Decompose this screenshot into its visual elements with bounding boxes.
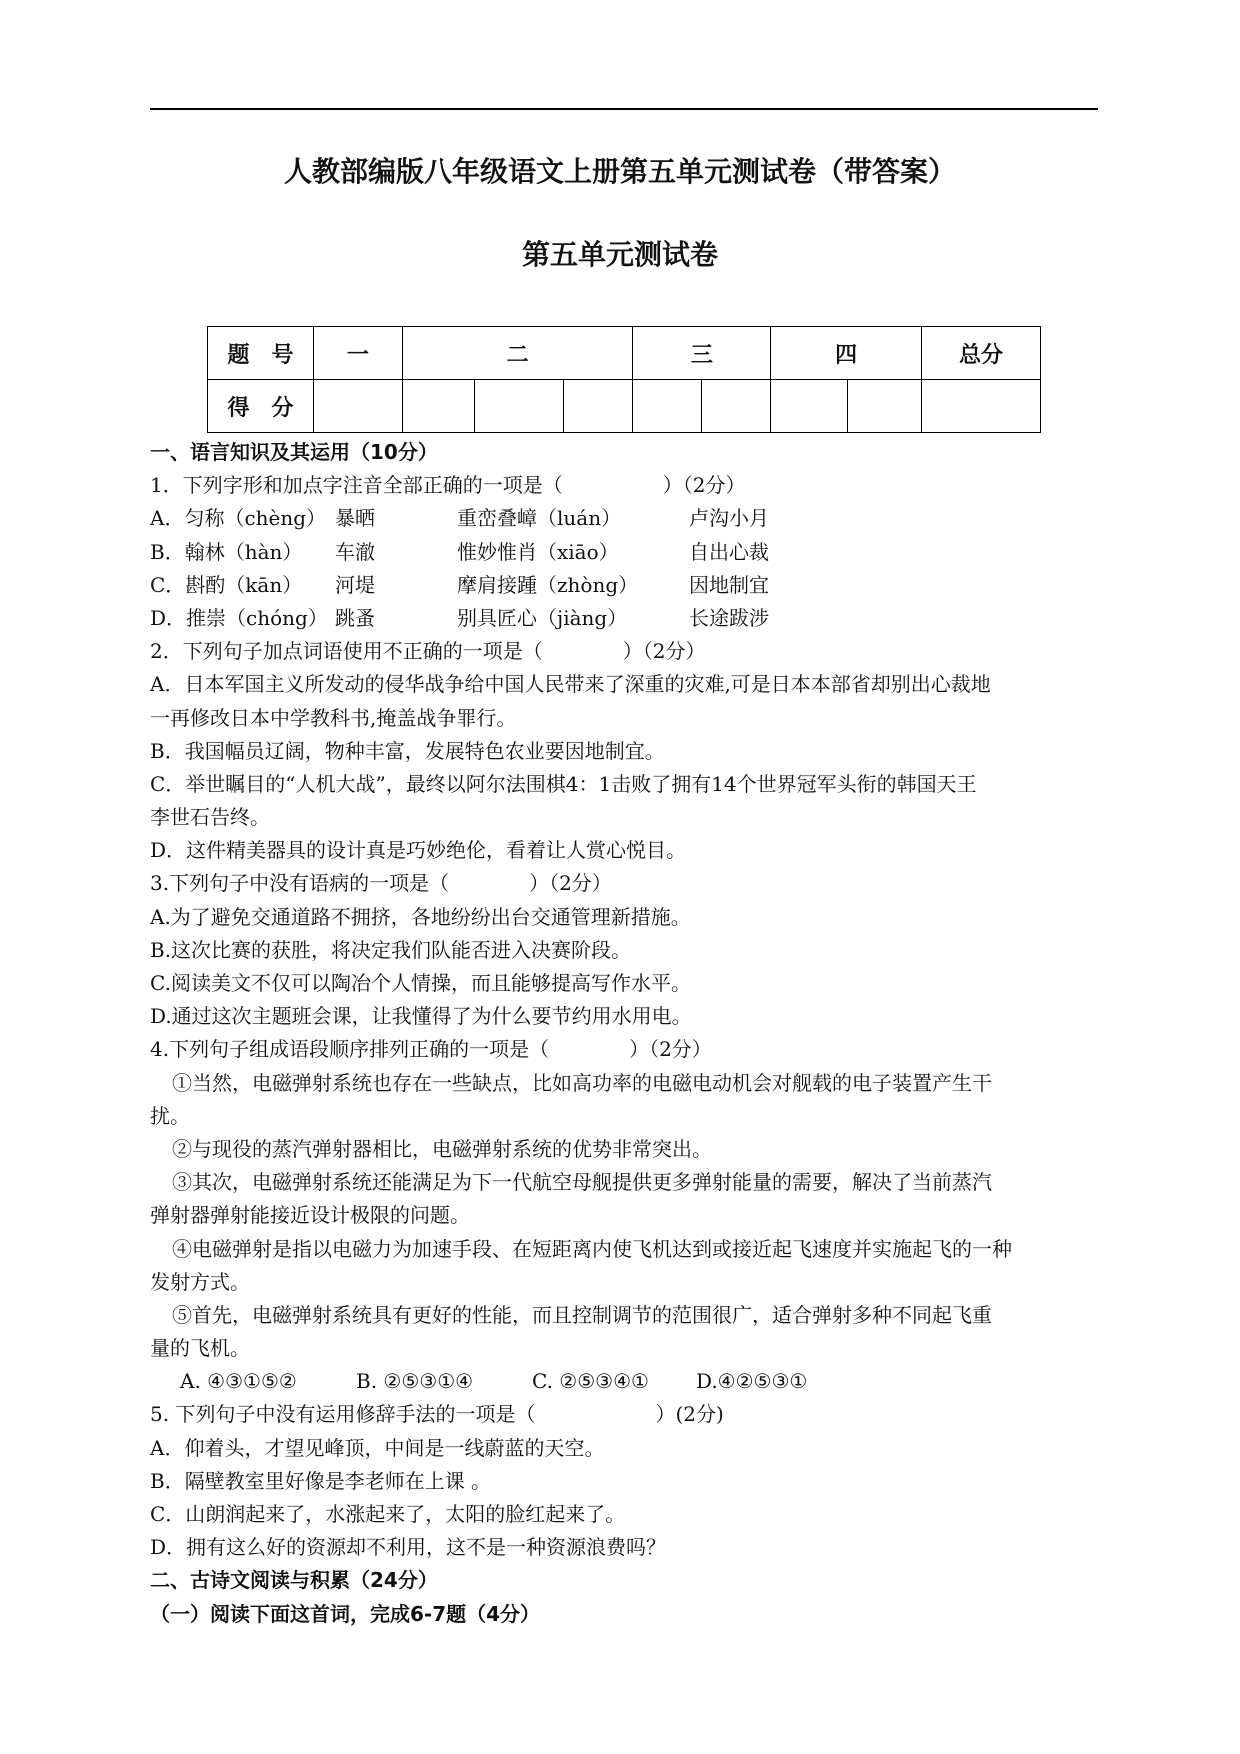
q4-choice-a: A. ④③①⑤② <box>180 1369 297 1394</box>
q4-sentence-cont: 发射方式。 <box>150 1269 250 1294</box>
q3-line: D.通过这次主题班会课，让我懂得了为什么要节约用水用电。 <box>150 1004 692 1029</box>
q5-line: C．山朗润起来了，水涨起来了，太阳的脸红起来了。 <box>150 1502 626 1526</box>
q4-sentence-cont: 扰。 <box>150 1103 190 1128</box>
q1-option-text: 车澈 <box>335 539 375 564</box>
score-table <box>207 326 1041 433</box>
exam-content <box>150 436 1098 1631</box>
q1-option-text: 重峦叠嶂（luán） <box>457 506 622 531</box>
q5-line: B．隔壁教室里好像是李老师在上课 。 <box>150 1468 492 1493</box>
q1-option-c <box>150 569 1098 602</box>
q4-stem: 4.下列句子组成语段顺序排列正确的一项是（ ）（2分） <box>150 1037 712 1062</box>
q2-line: D．这件精美器具的设计真是巧妙绝伦，看着让人赏心悦目。 <box>150 838 687 863</box>
q1-option-text: 摩肩接踵（zhòng） <box>457 572 639 597</box>
score-cell[interactable] <box>313 380 402 433</box>
q1-option-text: 河堤 <box>335 572 375 597</box>
q1-option-text: B．翰林（hàn） <box>150 539 303 564</box>
q1-option-text: 自出心裁 <box>689 539 769 564</box>
score-cell[interactable] <box>633 380 702 433</box>
q1-option-d <box>150 602 1098 635</box>
q4-sentence-cont: 弹射器弹射能接近设计极限的问题。 <box>150 1203 470 1228</box>
score-table-header-row <box>208 327 1041 380</box>
score-header-label: 题 号 <box>208 327 314 380</box>
q4-sentence-cont: 量的飞机。 <box>150 1336 250 1361</box>
score-header-4: 四 <box>771 327 922 380</box>
q1-option-text: 长途跋涉 <box>689 605 769 630</box>
q1-option-a <box>150 502 1098 535</box>
score-cell[interactable] <box>771 380 848 433</box>
q1-option-text: 惟妙惟肖（xiāo） <box>457 539 619 564</box>
q1-option-text: 因地制宜 <box>689 572 769 597</box>
q1-option-text: D．推崇（chóng） <box>150 605 328 630</box>
q4-sentence: ⑤首先，电磁弹射系统具有更好的性能，而且控制调节的范围很广，适合弹射多种不同起飞重 <box>172 1302 992 1327</box>
document-title: 人教部编版八年级语文上册第五单元测试卷（带答案） <box>283 155 956 188</box>
score-cell[interactable] <box>402 380 474 433</box>
score-row-label: 得 分 <box>208 380 314 433</box>
q2-line: 一再修改日本中学教科书,掩盖战争罪行。 <box>150 705 517 730</box>
q4-choice-b: B. ②⑤③①④ <box>356 1369 474 1394</box>
section-2-sub-1: （一）阅读下面这首词，完成6-7题（4分） <box>150 1601 541 1626</box>
section-2-heading: 二、古诗文阅读与积累（24分） <box>150 1568 438 1593</box>
q1-option-text: 暴晒 <box>335 506 375 531</box>
score-cell[interactable] <box>702 380 771 433</box>
score-cell[interactable] <box>563 380 633 433</box>
score-header-total: 总分 <box>922 327 1041 380</box>
q3-stem: 3.下列句子中没有语病的一项是（ ）（2分） <box>150 871 612 896</box>
q5-stem: 5. 下列句子中没有运用修辞手法的一项是（ ）(2分) <box>150 1402 724 1427</box>
q5-line: A．仰着头，才望见峰顶，中间是一线蔚蓝的天空。 <box>150 1435 605 1460</box>
q2-line: B．我国幅员辽阔，物种丰富，发展特色农业要因地制宜。 <box>150 738 665 763</box>
q3-line: B.这次比赛的获胜，将决定我们队能否进入决赛阶段。 <box>150 937 632 962</box>
score-header-2: 二 <box>402 327 633 380</box>
q3-line: A.为了避免交通道路不拥挤，各地纷纷出台交通管理新措施。 <box>150 904 691 929</box>
q1-option-text: A．匀称（chèng） <box>150 506 327 531</box>
q5-line: D．拥有这么好的资源却不利用，这不是一种资源浪费吗？ <box>150 1535 667 1560</box>
q1-stem: 1．下列字形和加点字注音全部正确的一项是（ ）（2分） <box>150 473 746 498</box>
q3-line: C.阅读美文不仅可以陶冶个人情操，而且能够提高写作水平。 <box>150 971 691 995</box>
q4-choices <box>150 1365 1098 1398</box>
q1-option-text: 跳蚤 <box>335 605 375 630</box>
q4-sentence: ②与现役的蒸汽弹射器相比，电磁弹射系统的优势非常突出。 <box>172 1136 712 1161</box>
score-header-3: 三 <box>633 327 771 380</box>
document-subtitle: 第五单元测试卷 <box>521 238 718 271</box>
q1-option-text: 别具匠心（jiàng） <box>457 605 628 630</box>
q2-line: 李世石告终。 <box>150 805 270 830</box>
q1-option-b <box>150 536 1098 569</box>
q4-sentence: ④电磁弹射是指以电磁力为加速手段、在短距离内使飞机达到或接近起飞速度并实施起飞的一种 <box>172 1236 1012 1261</box>
score-table-score-row <box>208 380 1041 433</box>
q1-option-text: 卢沟小月 <box>689 506 769 531</box>
score-header-1: 一 <box>313 327 402 380</box>
q2-line: C．举世瞩目的“人机大战”，最终以阿尔法围棋4：1击败了拥有14个世界冠军头衔的韩国天王 <box>150 771 977 796</box>
q2-stem: 2．下列句子加点词语使用不正确的一项是（ ）（2分） <box>150 639 706 664</box>
q4-sentence: ①当然，电磁弹射系统也存在一些缺点，比如高功率的电磁电动机会对舰载的电子装置产生干 <box>172 1070 992 1095</box>
q2-line: A．日本军国主义所发动的侵华战争给中国人民带来了深重的灾难,可是日本本部省却别出心裁地 <box>150 672 991 697</box>
score-cell[interactable] <box>474 380 563 433</box>
q4-choice-d: D.④②⑤③① <box>696 1369 808 1394</box>
section-1-heading: 一、语言知识及其运用（10分） <box>150 440 438 464</box>
q4-sentence: ③其次，电磁弹射系统还能满足为下一代航空母舰提供更多弹射能量的需要，解决了当前蒸汽 <box>172 1170 992 1195</box>
score-cell[interactable] <box>848 380 922 433</box>
q4-choice-c: C. ②⑤③④① <box>532 1369 649 1394</box>
score-cell-total[interactable] <box>922 380 1041 433</box>
q1-option-text: C．斟酌（kān） <box>150 572 303 597</box>
top-rule <box>150 108 1098 110</box>
